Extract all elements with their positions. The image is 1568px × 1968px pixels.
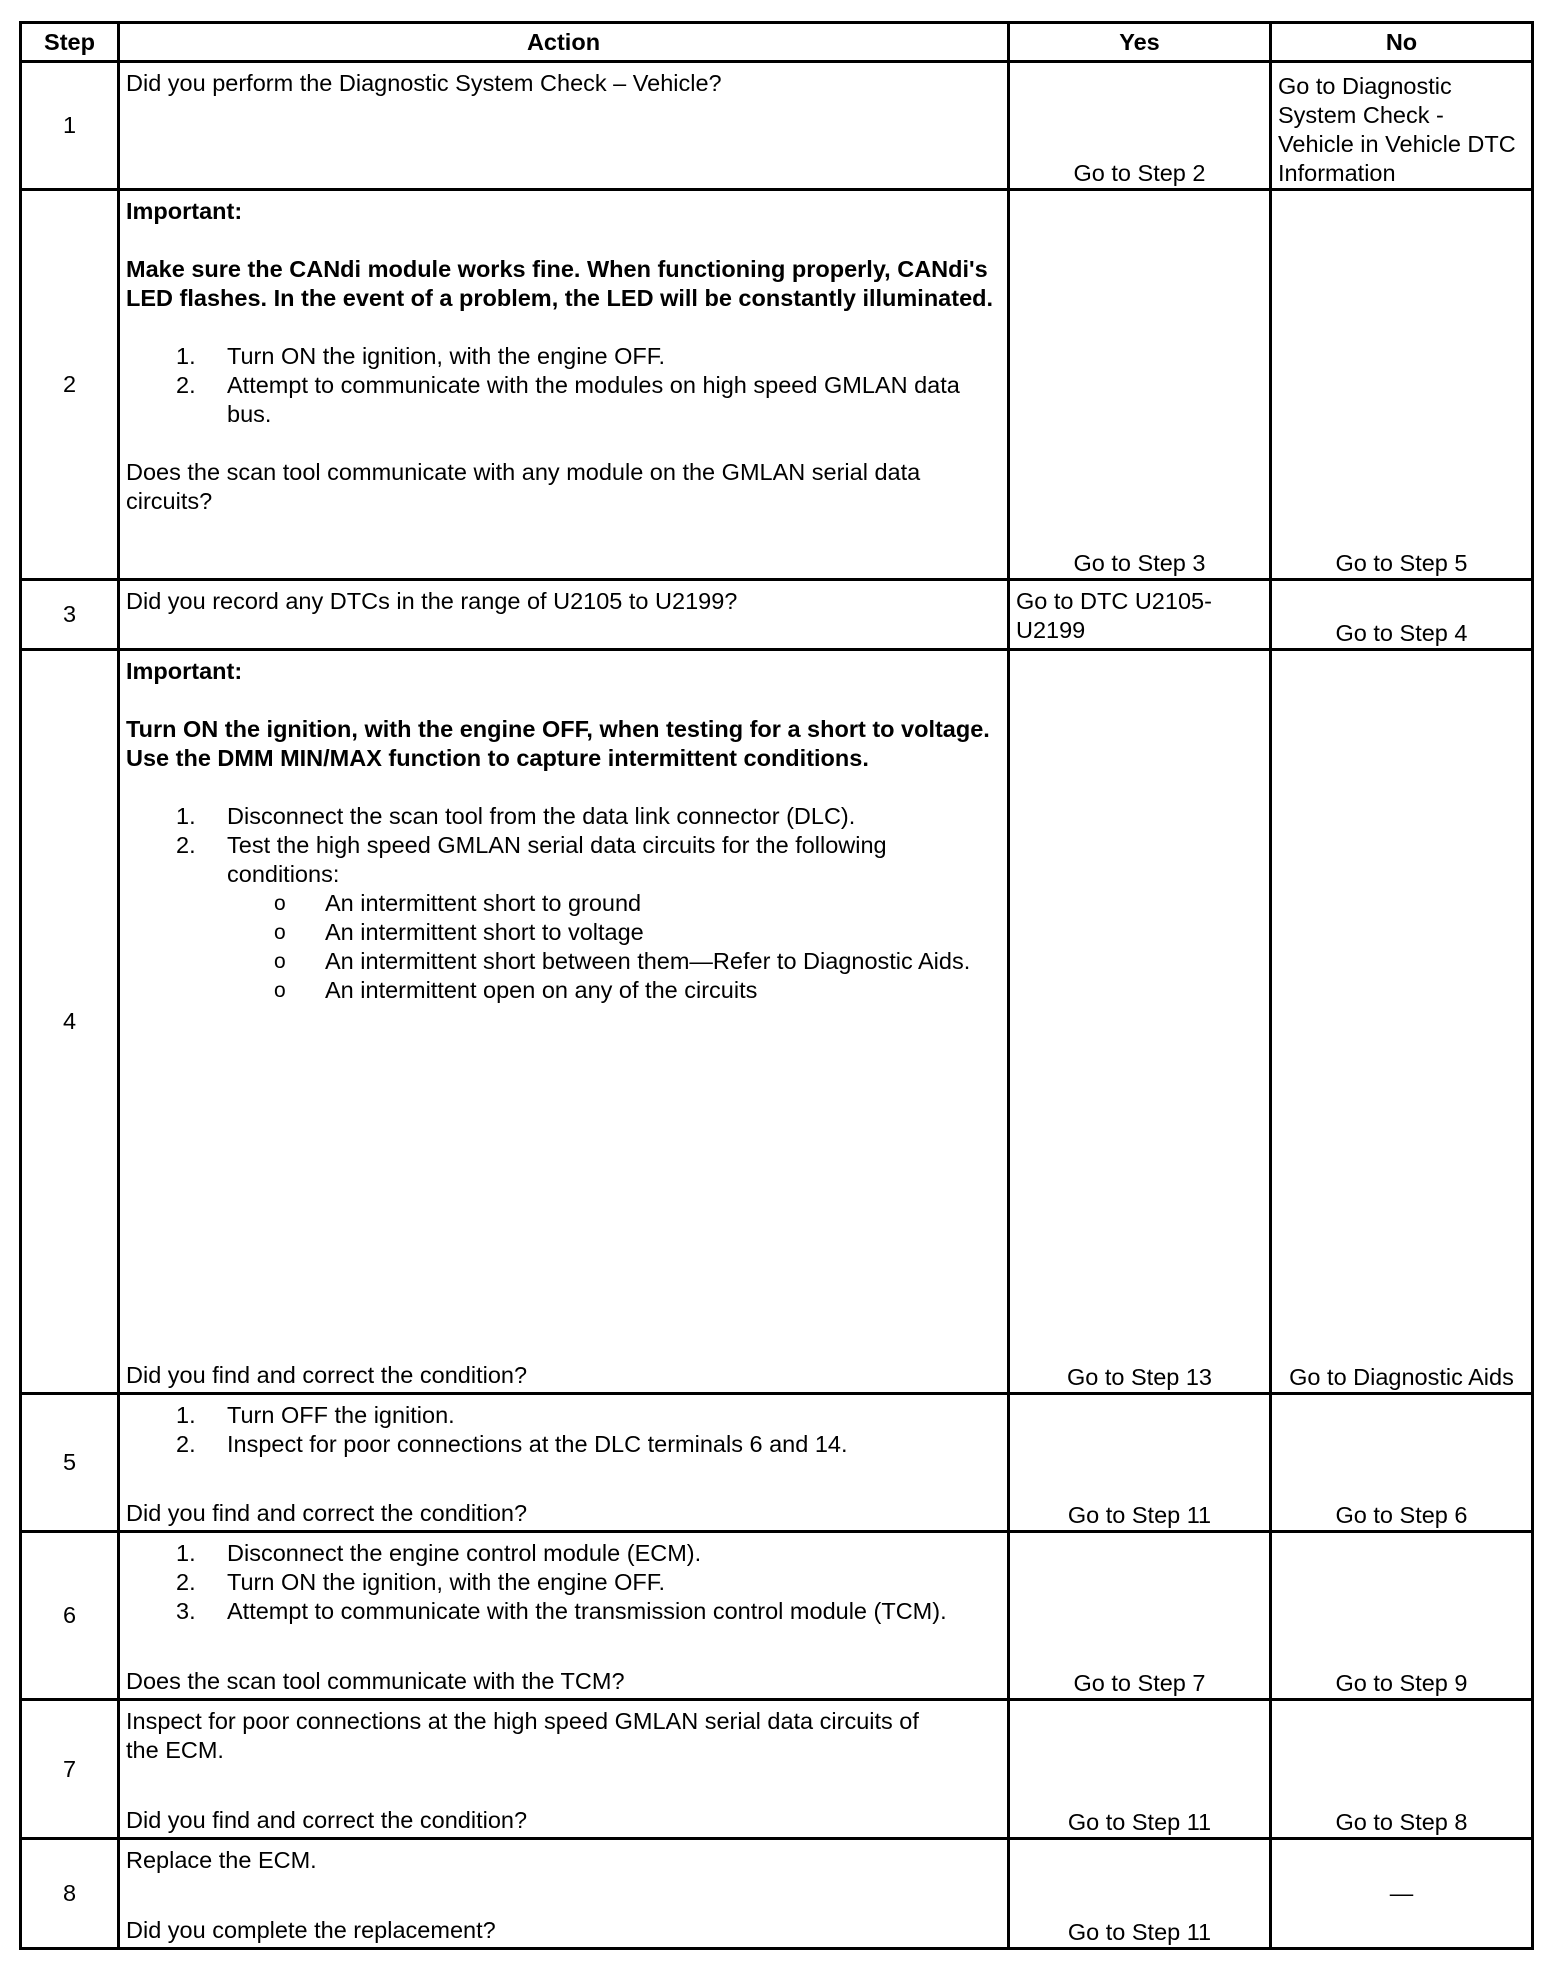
list-item — [126, 831, 1001, 1005]
step-list — [126, 1395, 1001, 1459]
list-number: 2. — [176, 372, 196, 398]
question-text: Did you find and correct the condition? — [126, 1362, 528, 1388]
list-text: Turn ON the ignition, with the engine OFF. — [227, 343, 666, 369]
list-item — [126, 802, 1001, 831]
yes-cell: Go to Step 2 — [1009, 62, 1271, 190]
table-row — [21, 1700, 1533, 1839]
question-text: Did you record any DTCs in the range of U2105 to U2199? — [126, 588, 738, 614]
bullet: o — [274, 892, 286, 915]
no-cell: Go to Diagnostic System Check - Vehicle in Vehicle DTC Information — [1271, 62, 1533, 190]
step-list — [126, 802, 1001, 1005]
action-cell — [119, 1532, 1009, 1700]
list-text: Turn OFF the ignition. — [227, 1402, 455, 1428]
no-cell: Go to Step 6 — [1271, 1394, 1533, 1532]
list-number: 1. — [176, 1540, 196, 1566]
sub-list-item — [126, 889, 1001, 918]
question-text: Did you complete the replacement? — [126, 1917, 496, 1943]
question-text: Does the scan tool communicate with any module on the GMLAN serial data circuits? — [126, 459, 921, 514]
step-number: 2 — [21, 190, 119, 580]
yes-cell — [1009, 580, 1271, 650]
question-text: Did you perform the Diagnostic System Check – Vehicle? — [126, 70, 722, 96]
no-cell: Go to Step 5 — [1271, 190, 1533, 580]
header-no: No — [1271, 23, 1533, 62]
step-number: 7 — [21, 1700, 119, 1839]
table-row — [21, 62, 1533, 190]
important-text: Turn ON the ignition, with the engine OFF, when testing for a short to voltage. Use the DMM MIN/MAX function to capture intermittent conditions. — [126, 716, 990, 771]
diagnostic-table — [19, 21, 1534, 1950]
list-text: Test the high speed GMLAN serial data circuits for the following conditions: — [227, 832, 887, 887]
action-cell — [119, 650, 1009, 1394]
list-item — [126, 1401, 1001, 1430]
step-list — [126, 1533, 1001, 1626]
yes-cell: Go to Step 3 — [1009, 190, 1271, 580]
no-cell: — — [1271, 1839, 1533, 1949]
important-label: Important: — [126, 658, 243, 684]
action-cell — [119, 62, 1009, 190]
sub-list-item — [126, 976, 1001, 1005]
yes-cell: Go to Step 11 — [1009, 1839, 1271, 1949]
no-cell: Go to Step 9 — [1271, 1532, 1533, 1700]
sub-list-item — [126, 918, 1001, 947]
list-text: Disconnect the engine control module (ECM). — [227, 1540, 702, 1566]
table-row — [21, 650, 1533, 1394]
header-action: Action — [119, 23, 1009, 62]
bullet: o — [274, 921, 286, 944]
step-number: 3 — [21, 580, 119, 650]
instruction-text: Inspect for poor connections at the high speed GMLAN serial data circuits of the ECM. — [126, 1708, 919, 1763]
action-cell — [119, 1394, 1009, 1532]
step-number: 5 — [21, 1394, 119, 1532]
question-text: Does the scan tool communicate with the TCM? — [126, 1668, 625, 1694]
list-item — [126, 1597, 1001, 1626]
important-label: Important: — [126, 198, 243, 224]
list-text: Attempt to communicate with the modules on high speed GMLAN data bus. — [227, 372, 960, 427]
list-item — [126, 1539, 1001, 1568]
list-number: 1. — [176, 343, 196, 369]
bullet: o — [274, 979, 286, 1002]
sub-list-text: An intermittent short to ground — [325, 890, 642, 916]
important-text: Make sure the CANdi module works fine. When functioning properly, CANdi's LED flashes. In the event of a problem, the LED will be constantly illuminated. — [126, 256, 994, 311]
yes-text: Go to DTC U2105-U2199 — [1016, 588, 1212, 643]
yes-cell: Go to Step 13 — [1009, 650, 1271, 1394]
step-number: 6 — [21, 1532, 119, 1700]
step-number: 4 — [21, 650, 119, 1394]
list-item — [126, 371, 1001, 429]
question-text: Did you find and correct the condition? — [126, 1500, 528, 1526]
step-number: 1 — [21, 62, 119, 190]
table-row — [21, 190, 1533, 580]
table-row — [21, 1532, 1533, 1700]
yes-cell: Go to Step 11 — [1009, 1394, 1271, 1532]
yes-cell: Go to Step 11 — [1009, 1700, 1271, 1839]
step-number: 8 — [21, 1839, 119, 1949]
header-yes: Yes — [1009, 23, 1271, 62]
list-number: 2. — [176, 832, 196, 858]
header-row — [21, 23, 1533, 62]
instruction-text: Replace the ECM. — [126, 1847, 317, 1873]
list-item — [126, 1430, 1001, 1459]
header-step: Step — [21, 23, 119, 62]
list-number: 2. — [176, 1569, 196, 1595]
list-text: Turn ON the ignition, with the engine OFF. — [227, 1569, 666, 1595]
list-number: 1. — [176, 803, 196, 829]
table-row — [21, 1394, 1533, 1532]
action-cell — [119, 580, 1009, 650]
no-cell: Go to Diagnostic Aids — [1271, 650, 1533, 1394]
action-cell — [119, 190, 1009, 580]
question-text: Did you find and correct the condition? — [126, 1807, 528, 1833]
list-text: Inspect for poor connections at the DLC terminals 6 and 14. — [227, 1431, 848, 1457]
step-list — [126, 342, 1001, 429]
list-number: 1. — [176, 1402, 196, 1428]
list-number: 3. — [176, 1598, 196, 1624]
list-item — [126, 1568, 1001, 1597]
yes-cell: Go to Step 7 — [1009, 1532, 1271, 1700]
action-cell — [119, 1839, 1009, 1949]
action-cell — [119, 1700, 1009, 1839]
table-row — [21, 580, 1533, 650]
list-item — [126, 342, 1001, 371]
list-number: 2. — [176, 1431, 196, 1457]
table-row — [21, 1839, 1533, 1949]
sub-list — [227, 889, 1001, 1005]
sub-list-text: An intermittent short between them—Refer to Diagnostic Aids. — [325, 948, 971, 974]
sub-list-item — [126, 947, 1001, 976]
list-text: Disconnect the scan tool from the data link connector (DLC). — [227, 803, 856, 829]
bullet: o — [274, 950, 286, 973]
no-cell: Go to Step 8 — [1271, 1700, 1533, 1839]
list-text: Attempt to communicate with the transmission control module (TCM). — [227, 1598, 947, 1624]
no-cell: Go to Step 4 — [1271, 580, 1533, 650]
sub-list-text: An intermittent open on any of the circuits — [325, 977, 758, 1003]
sub-list-text: An intermittent short to voltage — [325, 919, 644, 945]
